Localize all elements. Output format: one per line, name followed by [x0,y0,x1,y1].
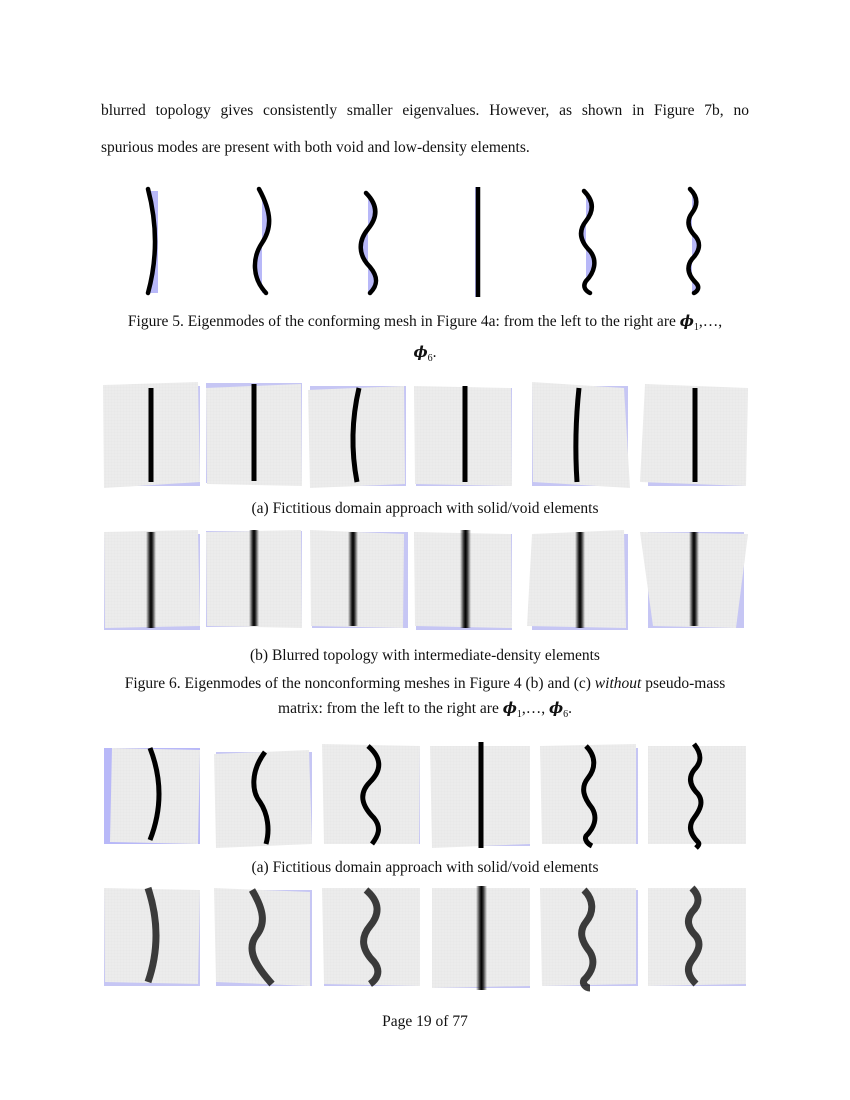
fig5-mode-2 [255,189,269,293]
fig6a-mode-6 [640,384,748,486]
figure6b-eigenmodes [0,526,850,636]
fig6b-mode-3 [310,530,408,628]
figure7b-eigenmodes [0,884,850,994]
fig7a-mode-6 [648,744,746,848]
fig6a-mode-3 [308,386,406,488]
fig7b-mode-1 [104,888,200,986]
page-number: Page 19 of 77 [382,1013,468,1030]
figure6-subcaption-a: (a) Fictitious domain approach with solid/void elements [251,500,599,517]
figure5-caption-text: Figure 5. Eigenmodes of the conforming mesh in Figure 4a: from the left to the right are [127,313,680,330]
phi-symbol: ϕ [413,343,428,362]
fig6b-mode-4 [414,530,512,630]
figure7-subcaption-a: (a) Fictitious domain approach with solid/void elements [251,859,599,876]
fig6b-mode-3-beam [348,532,358,626]
figure5-eigenmodes [0,183,850,301]
phi-subscript: 1 [693,322,699,334]
figure5-caption [90,309,760,371]
figure7a-eigenmodes [0,740,850,850]
caption-period: . [432,344,437,362]
fig7b-mode-4 [432,886,530,990]
fig7b-mode-5 [540,888,638,988]
fig7a-mode-3-panel [322,744,420,844]
fig5-mode-5 [581,191,594,293]
figure6-caption [90,672,760,727]
phi-symbol: ϕ [502,699,517,717]
fig5-mode-3 [361,193,376,293]
fig7b-mode-3-panel [322,888,420,986]
figure6-subcaption-b: (b) Blurred topology with intermediate-density elements [250,647,600,664]
paragraph-line-1: blurred topology gives consistently smaller eigenvalues. However, as shown in Figure 7b, no [101,102,749,119]
fig6a-mode-4 [414,386,512,486]
caption-ellipsis: ,…, [698,313,723,330]
phi-symbol: ϕ [548,699,564,717]
fig5-mode-4 [475,187,479,297]
fig6a-mode-5 [532,382,630,488]
paragraph-line-2: spurious modes are present with both void and low-density elements. [101,139,530,156]
fig7a-mode-5 [540,744,638,846]
fig7a-mode-2-panel [214,750,312,848]
fig6b-mode-6-beam [689,532,699,626]
phi-subscript: 6 [427,353,433,365]
caption-period: . [568,700,572,717]
figure6-caption-text-end: pseudo-mass [641,675,726,692]
phi-subscript: 1 [516,709,522,721]
fig6b-mode-2-beam [249,530,259,626]
fig5-mode-1 [148,189,158,293]
fig6b-mode-2 [206,530,302,628]
fig6b-mode-1-beam [146,532,156,628]
fig7b-mode-6 [648,888,746,986]
body-paragraph [101,92,749,166]
figure6a-eigenmodes [0,378,850,496]
figure6-caption-text: Figure 6. Eigenmodes of the nonconforming meshes in Figure 4 (b) and (c) [124,675,595,692]
fig5-mode-6 [689,189,699,293]
phi-symbol: ϕ [679,312,694,330]
fig7a-mode-2 [214,750,312,848]
fig7b-mode-3 [322,888,420,986]
fig6b-mode-6 [640,532,748,628]
caption-ellipsis: ,…, [521,700,549,717]
figure6-caption-emphasis: without [594,675,642,692]
fig7b-mode-4-beam [476,886,487,990]
fig6a-mode-2 [206,383,302,486]
fig7a-mode-5-panel [540,744,636,844]
phi-subscript: 6 [563,709,569,721]
fig6b-mode-4-beam [460,530,471,628]
fig6b-mode-5-beam [575,532,585,628]
fig7b-mode-2 [214,888,312,986]
fig6b-mode-5 [527,530,628,630]
fig7a-mode-4 [430,742,530,848]
fig6a-mode-5-panel [532,382,630,488]
fig7a-mode-1 [104,748,200,844]
fig7a-mode-3 [322,744,420,844]
figure6-caption-line2: matrix: from the left to the right are [278,700,503,717]
fig6b-mode-1 [104,530,200,630]
fig6a-mode-1 [103,382,200,488]
